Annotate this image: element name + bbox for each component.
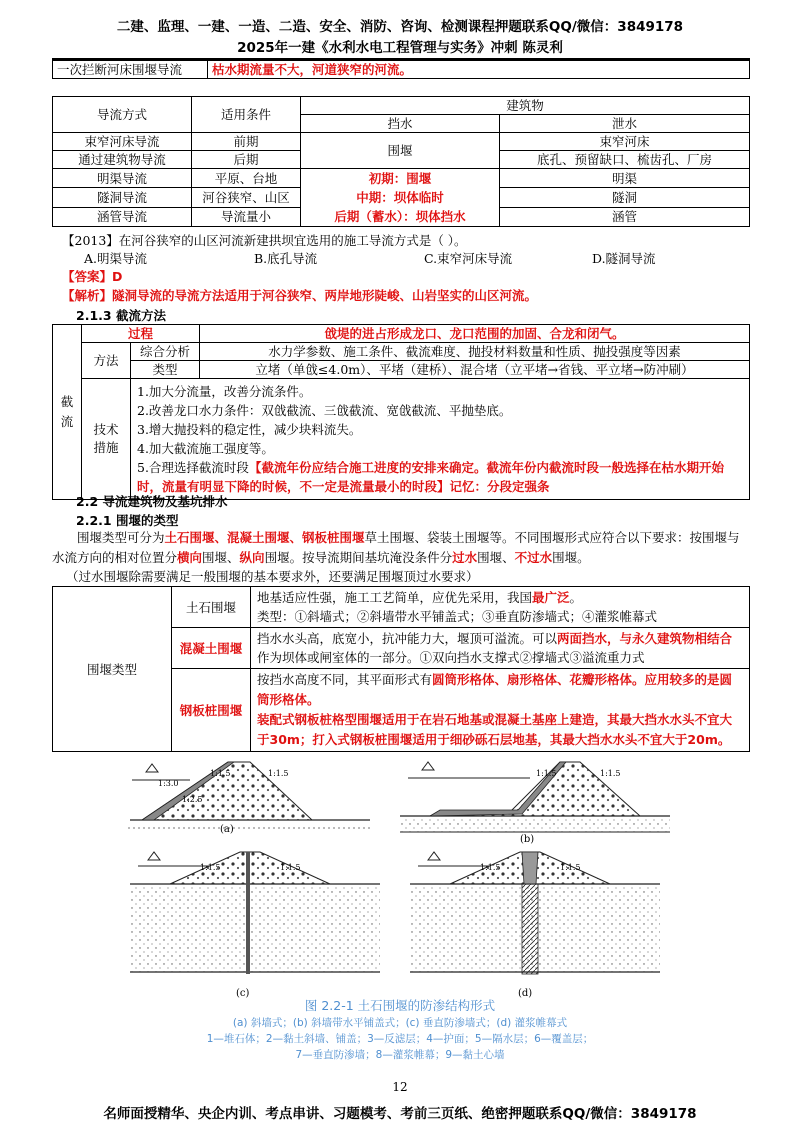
- retain-early: 初期：围堰: [368, 171, 432, 186]
- option-d: D.隧洞导流: [592, 251, 656, 266]
- closure-process-text: 戗堤的进占形成龙口、龙口范围的加固、合龙和闭气。: [200, 325, 750, 343]
- cofferdam-table: [52, 586, 750, 752]
- measure-5: 5.合理选择截流时段【截流年份应结合施工进度的安排来确定。截流年份内截流时段一般选择在枯水期开始时，流量有明显下降的时候，不一定是流量最小的时段】记忆：分段定强条: [137, 460, 724, 494]
- question-analysis: 【解析】隧洞导流的导流方法适用于河谷狭窄、两岸地形陡峻、山岩坚实的山区河流。: [62, 288, 538, 303]
- slope-label: 1:1.5: [280, 863, 301, 872]
- diversion-header-method: 导流方式: [53, 97, 192, 133]
- slope-label: 1:1.5: [200, 863, 221, 872]
- diversion-header-building: 建筑物: [301, 97, 750, 115]
- page-number: 12: [392, 1080, 408, 1094]
- measure-2: 2.改善龙口水力条件：双戗截流、三戗截流、宽戗截流、平抛垫底。: [137, 403, 512, 418]
- slope-label: 1:2.5: [182, 795, 203, 804]
- diversion-condition: 前期: [192, 133, 301, 151]
- measure-4: 4.加大截流施工强度等。: [137, 441, 274, 456]
- steel-pile-cofferdam-text: 按挡水高度不同，其平面形式有圆筒形格体、扇形格体、花瓣形格体。应用较多的是圆筒形格体。 装配式钢板桩格型围堰适用于在岩石地基或混凝土基座上建造，其最大挡水水头不宜大于30m；打入式钢板桩围堰适用于细砂砾石层地基，其最大挡水水头不宜大于20m。: [251, 669, 750, 752]
- closure-tech-measures: [131, 379, 750, 500]
- measure-1: 1.加大分流量，改善分流条件。: [137, 384, 312, 399]
- slope-label: 1:1.5: [600, 769, 621, 778]
- top-row-table: [52, 60, 750, 79]
- cofferdam-side-label: 围堰类型: [53, 587, 172, 752]
- section-22-title: 2.2 导流建筑物及基坑排水: [76, 494, 228, 509]
- figure-legend-2: 1—堆石体；2—黏土斜墙、铺盖；3—反滤层；4—护面；5—隔水层；6—覆盖层；: [206, 1033, 594, 1045]
- top-row-text: 枯水期流量不大，河道狭窄的河流。: [208, 61, 750, 79]
- closure-title: 2.1.3 截流方法: [76, 308, 166, 323]
- closure-analysis-text: 水力学参数、施工条件、截流难度、抛投材料数量和性质、抛投强度等因素: [200, 343, 750, 361]
- closure-tech-label: 技术措施: [82, 379, 131, 500]
- diversion-method: 明渠导流: [53, 169, 192, 188]
- figure-label-d: (d): [518, 988, 533, 999]
- figure-d: [410, 852, 660, 999]
- figure-a: [128, 762, 372, 835]
- closure-table: [52, 324, 750, 500]
- slope-label: 1:1.5: [210, 769, 231, 778]
- figure-legend-3: 7—垂直防渗墙；8—灌浆帷幕；9—黏土心墙: [295, 1049, 505, 1061]
- slope-label: 1:1.5: [480, 863, 501, 872]
- diversion-retain-cofferdam: 围堰: [301, 133, 500, 169]
- overflow-cofferdam-note: （过水围堰除需要满足一般围堰的基本要求外，还要满足围堰顶过水要求）: [66, 569, 479, 584]
- figure-label-b: (b): [520, 834, 535, 845]
- earth-cofferdam-label: 土石围堰: [172, 587, 251, 628]
- diversion-discharge: 隧洞: [500, 188, 750, 207]
- measure-3: 3.增大抛投料的稳定性，减少块料流失。: [137, 422, 362, 437]
- retain-late: 后期（蓄水）：坝体挡水: [334, 209, 466, 224]
- figure-label-a: (a): [220, 824, 234, 835]
- figure-caption: 图 2.2-1 土石围堰的防渗结构形式: [304, 998, 496, 1013]
- closure-process-label: 过程: [82, 325, 200, 343]
- option-b: B.底孔导流: [254, 251, 318, 266]
- question-stem: 【2013】在河谷狭窄的山区河流新建拱坝宜选用的施工导流方式是（ ）。: [62, 233, 467, 248]
- slope-label: 1:1.5: [268, 769, 289, 778]
- diversion-method: 隧洞导流: [53, 188, 192, 207]
- diversion-condition: 导流量小: [192, 207, 301, 226]
- steel-pile-cofferdam-label: 钢板桩围堰: [172, 669, 251, 752]
- figure-b: [400, 762, 670, 845]
- diversion-method: 涵管导流: [53, 207, 192, 226]
- figure-label-c: (c): [236, 988, 250, 999]
- diversion-discharge: 涵管: [500, 207, 750, 226]
- diversion-retain-stages: [301, 169, 500, 227]
- diversion-condition: 后期: [192, 151, 301, 169]
- header-title: 2025年一建《水利水电工程管理与实务》冲刺 陈灵利: [237, 40, 563, 56]
- closure-method-label: 方法: [82, 343, 131, 379]
- concrete-cofferdam-label: 混凝土围堰: [172, 628, 251, 669]
- diversion-condition: 平原、台地: [192, 169, 301, 188]
- diversion-discharge: 明渠: [500, 169, 750, 188]
- top-row-label: 一次拦断河床围堰导流: [53, 61, 208, 79]
- diversion-method: 束窄河床导流: [53, 133, 192, 151]
- diversion-header-discharge: 泄水: [500, 115, 750, 133]
- closure-analysis-label: 综合分析: [131, 343, 200, 361]
- concrete-cofferdam-text: 挡水水头高，底宽小，抗冲能力大，堰顶可溢流。可以两面挡水，与永久建筑物相结合作为坝体或闸室体的一部分。①双向挡水支撑式②撑墙式③溢流重力式: [251, 628, 750, 669]
- retain-mid: 中期：坝体临时: [356, 190, 444, 205]
- closure-type-label: 类型: [131, 361, 200, 379]
- footer-contact: 名师面授精华、央企内训、考点串讲、习题模考、考前三页纸、绝密押题联系QQ/微信：3849178: [103, 1106, 697, 1122]
- header-contact: 二建、监理、一建、一造、二造、安全、消防、咨询、检测课程押题联系QQ/微信：3849178: [116, 19, 684, 35]
- diversion-discharge: 束窄河床: [500, 133, 750, 151]
- diversion-method: 通过建筑物导流: [53, 151, 192, 169]
- figure-c: [130, 852, 380, 999]
- closure-type-text: 立堵（单戗≤4.0m）、平堵（建桥）、混合堵（立平堵→省钱、平立堵→防冲刷）: [200, 361, 750, 379]
- diversion-table: [52, 96, 750, 227]
- option-c: C.束窄河床导流: [424, 251, 513, 266]
- figure-legend-1: (a) 斜墙式；(b) 斜墙带水平铺盖式；(c) 垂直防渗墙式；(d) 灌浆帷幕式: [232, 1017, 568, 1029]
- earth-cofferdam-text: 地基适应性强，施工工艺简单，应优先采用，我国最广泛。 类型：①斜墙式；②斜墙带水平铺盖式；③垂直防渗墙式；④灌浆帷幕式: [251, 587, 750, 628]
- cofferdam-types-paragraph: 围堰类型可分为土石围堰、混凝土围堰、钢板桩围堰草土围堰、袋装土围堰等。不同围堰形式应符合以下要求：按围堰与水流方向的相对位置分横向围堰、纵向围堰。按导流期间基坑淹没条件分过水围堰、不过水围堰。: [52, 530, 740, 565]
- slope-label: 1:3.0: [158, 779, 179, 788]
- diversion-header-condition: 适用条件: [192, 97, 301, 133]
- closure-side-label: 截流: [53, 325, 82, 500]
- diversion-condition: 河谷狭窄、山区: [192, 188, 301, 207]
- diversion-discharge: 底孔、预留缺口、梳齿孔、厂房: [500, 151, 750, 169]
- section-221-title: 2.2.1 围堰的类型: [76, 513, 179, 528]
- diversion-header-retain: 挡水: [301, 115, 500, 133]
- question-answer: 【答案】D: [62, 269, 123, 284]
- option-a: A.明渠导流: [84, 251, 148, 266]
- slope-label: 1:1.5: [560, 863, 581, 872]
- slope-label: 1:1.5: [536, 769, 557, 778]
